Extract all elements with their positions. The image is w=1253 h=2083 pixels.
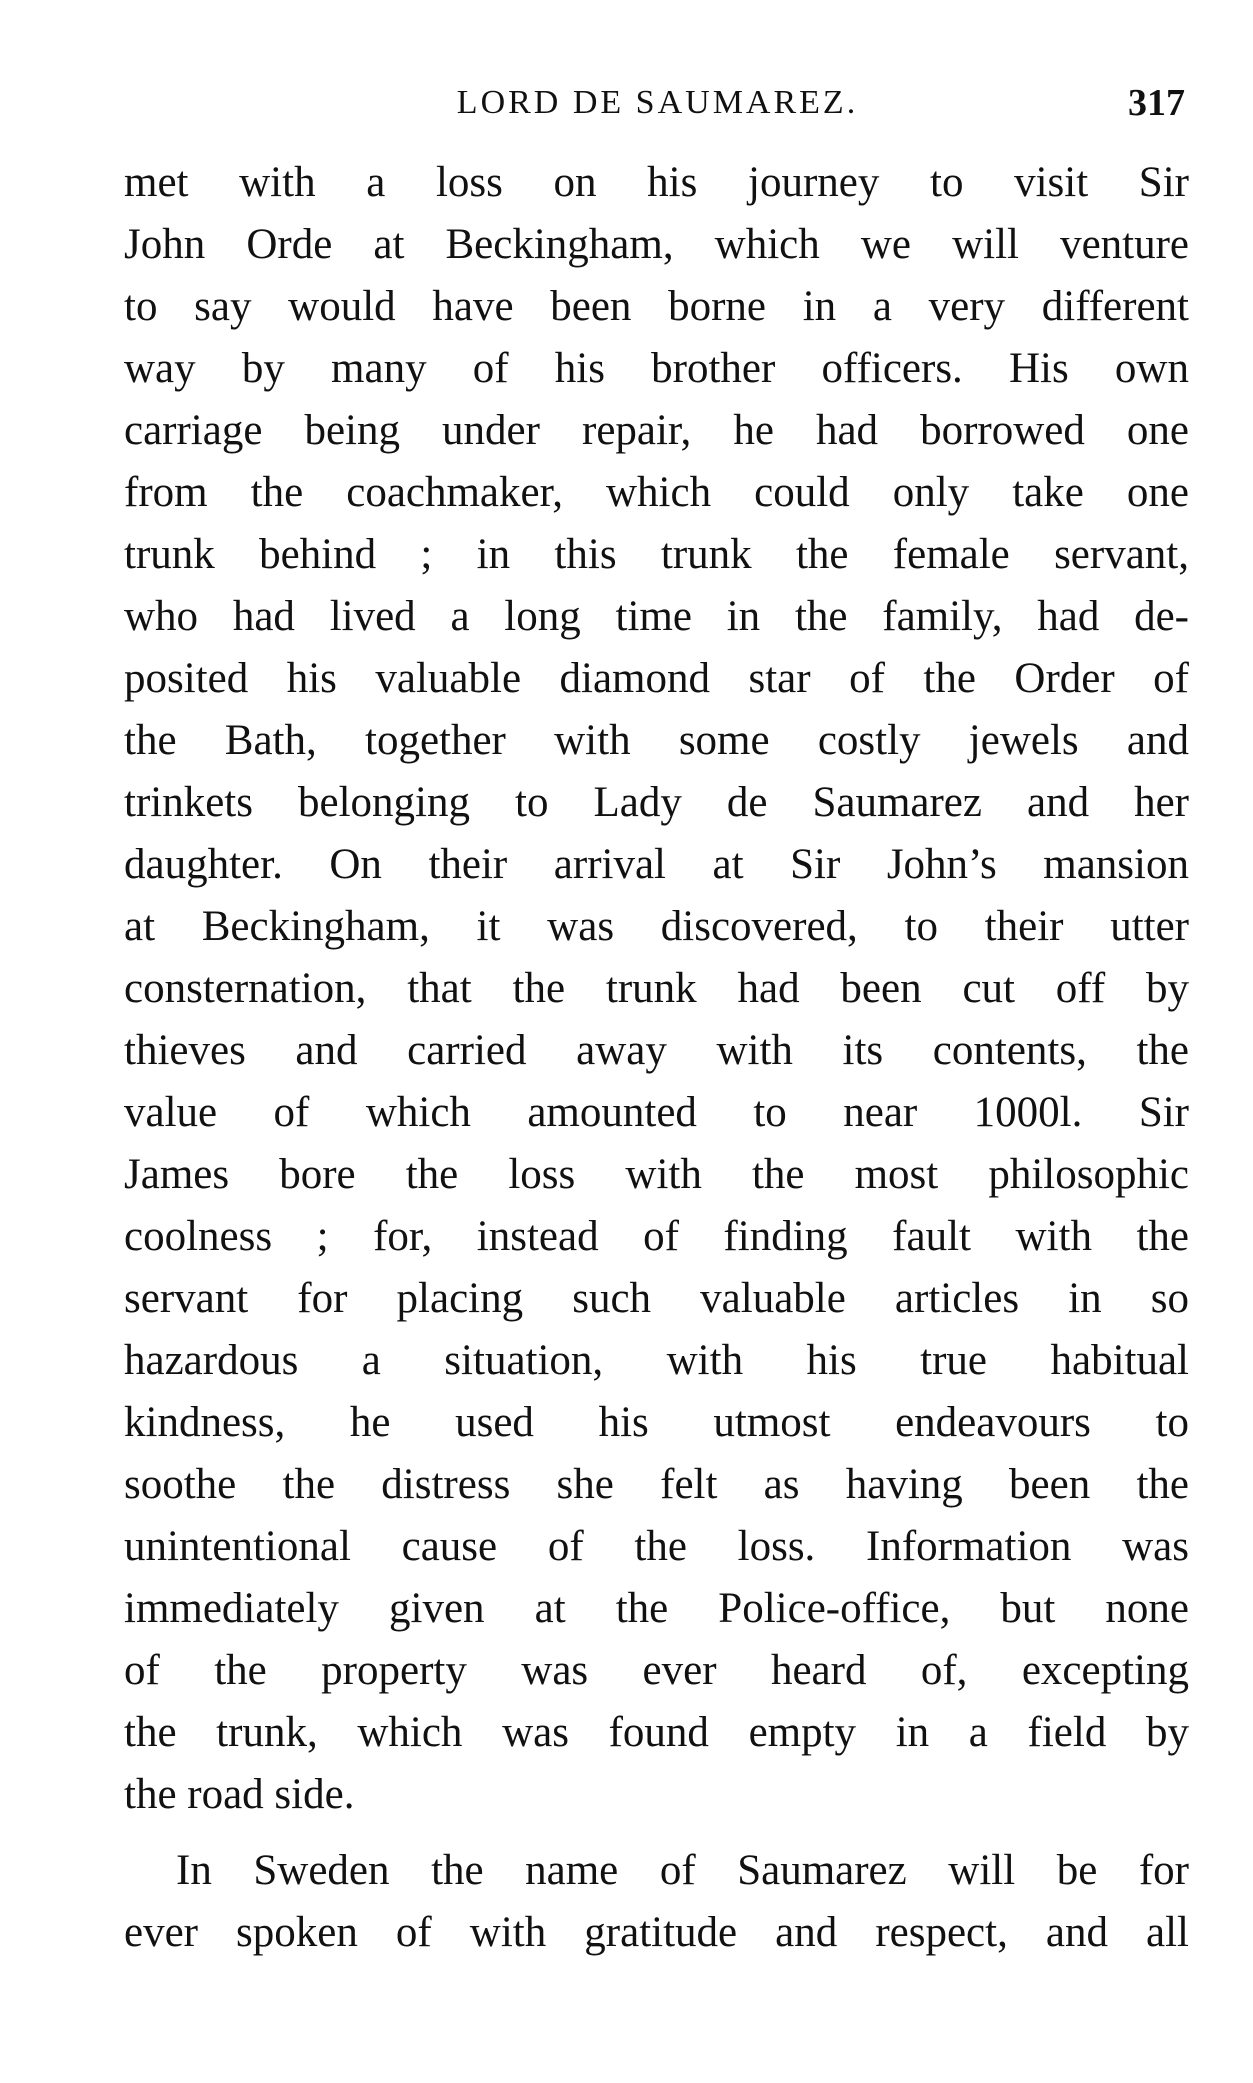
paragraph: [124, 152, 1189, 1826]
text-line: who had lived a long time in the family, had de-: [124, 593, 1189, 640]
text-line: the Bath, together with some costly jewels and: [124, 717, 1189, 764]
text-line: consternation, that the trunk had been cut off by: [124, 965, 1189, 1012]
text-line: ever spoken of with gratitude and respect, and all: [124, 1909, 1189, 1956]
text-line: In Sweden the name of Saumarez will be for: [176, 1847, 1189, 1894]
paragraph-gap: [124, 1826, 1189, 1840]
text-line: kindness, he used his utmost endeavours to: [124, 1399, 1189, 1446]
page-number: 317: [1128, 82, 1185, 124]
text-line: daughter. On their arrival at Sir John’s mansion: [124, 841, 1189, 888]
text-line: soothe the distress she felt as having been the: [124, 1461, 1189, 1508]
text-line: John Orde at Beckingham, which we will venture: [124, 221, 1189, 268]
text-line: carriage being under repair, he had borrowed one: [124, 407, 1189, 454]
text-line: thieves and carried away with its contents, the: [124, 1027, 1189, 1074]
text-line: of the property was ever heard of, excepting: [124, 1647, 1189, 1694]
text-line: unintentional cause of the loss. Information was: [124, 1523, 1189, 1570]
text-line: posited his valuable diamond star of the Order of: [124, 655, 1189, 702]
paragraph: [124, 1840, 1189, 1964]
text-line: met with a loss on his journey to visit Sir: [124, 159, 1189, 206]
text-line: way by many of his brother officers. His own: [124, 345, 1189, 392]
text-line: hazardous a situation, with his true habitual: [124, 1337, 1189, 1384]
running-title: LORD DE SAUMAREZ.: [456, 84, 859, 121]
running-head: [130, 78, 1185, 128]
text-line: trunk behind ; in this trunk the female servant,: [124, 531, 1189, 578]
text-line: the road side.: [124, 1771, 355, 1818]
text-line: immediately given at the Police-office, but none: [124, 1585, 1189, 1632]
text-line: coolness ; for, instead of finding fault with the: [124, 1213, 1189, 1260]
text-line: the trunk, which was found empty in a field by: [124, 1709, 1189, 1756]
text-line: servant for placing such valuable articles in so: [124, 1275, 1189, 1322]
text-line: James bore the loss with the most philosophic: [124, 1151, 1189, 1198]
text-line: to say would have been borne in a very different: [124, 283, 1189, 330]
body-text: [124, 152, 1189, 1964]
text-line: from the coachmaker, which could only take one: [124, 469, 1189, 516]
text-line: at Beckingham, it was discovered, to their utter: [124, 903, 1189, 950]
text-line: trinkets belonging to Lady de Saumarez and her: [124, 779, 1189, 826]
text-line: value of which amounted to near 1000l. Sir: [124, 1089, 1189, 1136]
